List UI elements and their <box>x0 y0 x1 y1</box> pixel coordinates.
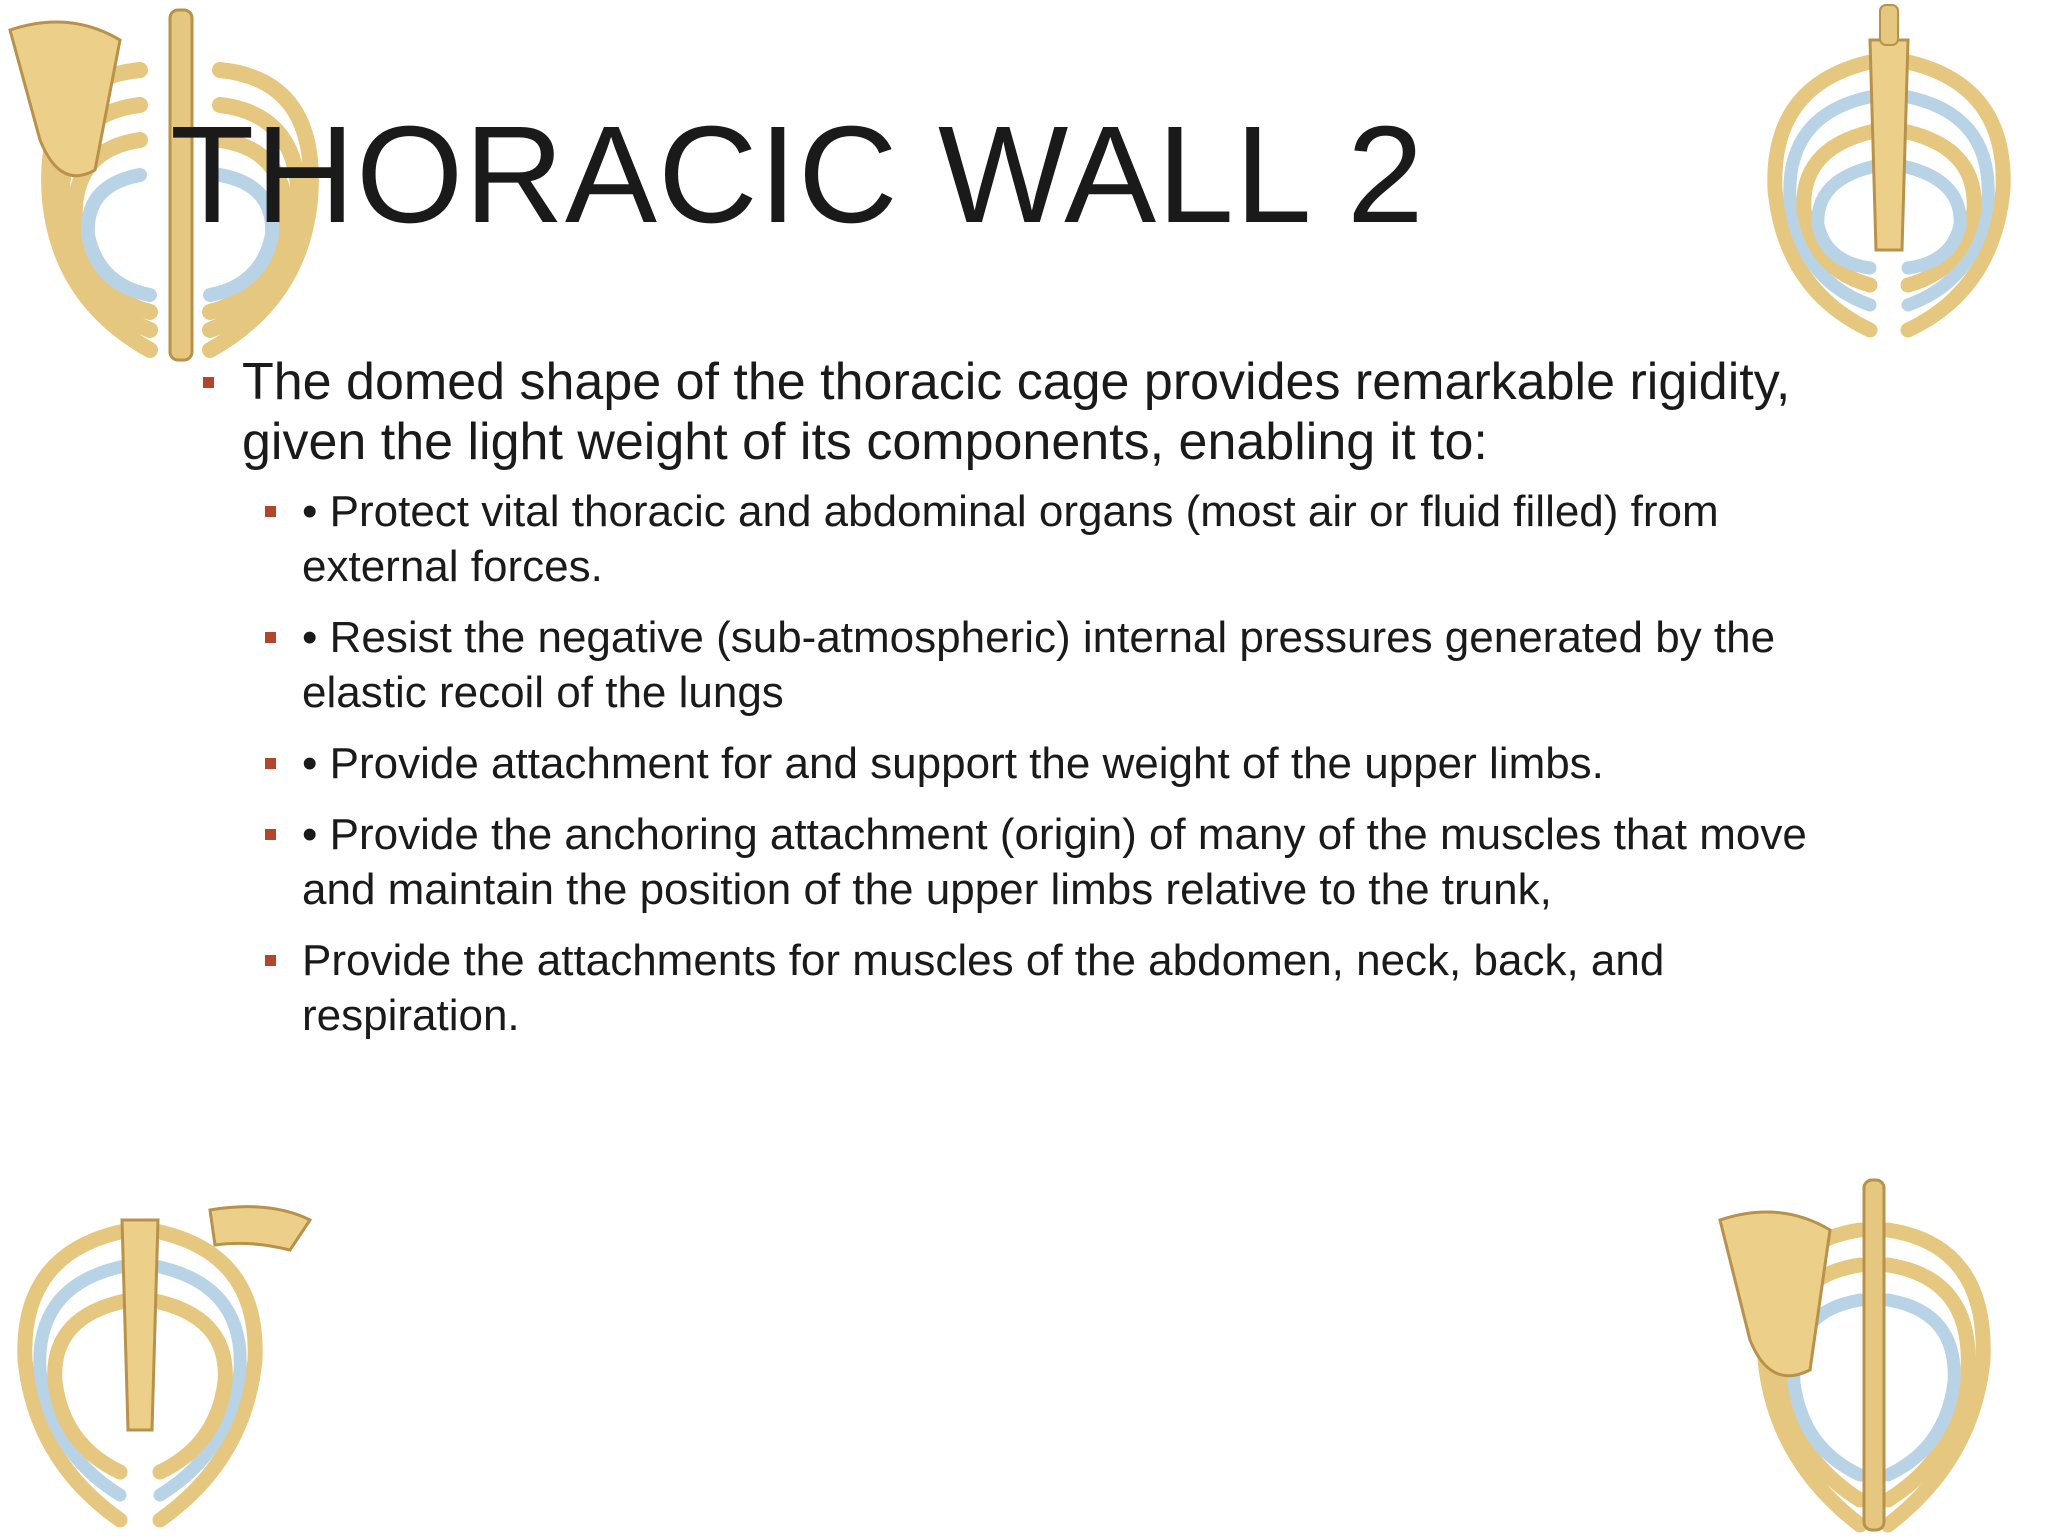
main-bullet-text: The domed shape of the thoracic cage provides remarkable rigidity, given the light weight of its components, enabling it to: <box>242 353 1791 471</box>
rib-cage-posterior-icon <box>1700 1170 2048 1536</box>
bullet-marker <box>265 829 276 840</box>
bullet-marker <box>203 377 214 388</box>
sub-bullet-anchoring <box>262 807 1840 917</box>
sub-bullet-muscles <box>262 933 1840 1043</box>
sub-bullet-text: • Protect vital thoracic and abdominal organs (most air or fluid filled) from external forces. <box>302 487 1719 591</box>
sub-bullet-protect <box>262 484 1840 594</box>
sub-bullet-text: Provide the attachments for muscles of the abdomen, neck, back, and respiration. <box>302 936 1665 1040</box>
sub-bullet-attachment <box>262 736 1840 791</box>
slide-title: THORACIC WALL 2 <box>170 98 1425 252</box>
sub-bullet-text: • Resist the negative (sub-atmospheric) internal pressures generated by the elastic recoil of the lungs <box>302 613 1776 717</box>
sub-bullet-resist <box>262 610 1840 720</box>
sub-bullet-text: • Provide the anchoring attachment (origin) of many of the muscles that move and maintain the position of the upper limbs relative to the trunk, <box>302 810 1807 914</box>
main-bullet <box>200 352 1840 472</box>
bullet-marker <box>265 758 276 769</box>
rib-cage-anterior-icon <box>1730 0 2048 350</box>
bullet-marker <box>265 632 276 643</box>
bullet-marker <box>265 506 276 517</box>
bullet-marker <box>265 955 276 966</box>
rib-cage-anterior-icon <box>0 1190 330 1536</box>
sub-bullet-text: • Provide attachment for and support the weight of the upper limbs. <box>302 739 1604 788</box>
bullet-list <box>200 352 1840 1059</box>
